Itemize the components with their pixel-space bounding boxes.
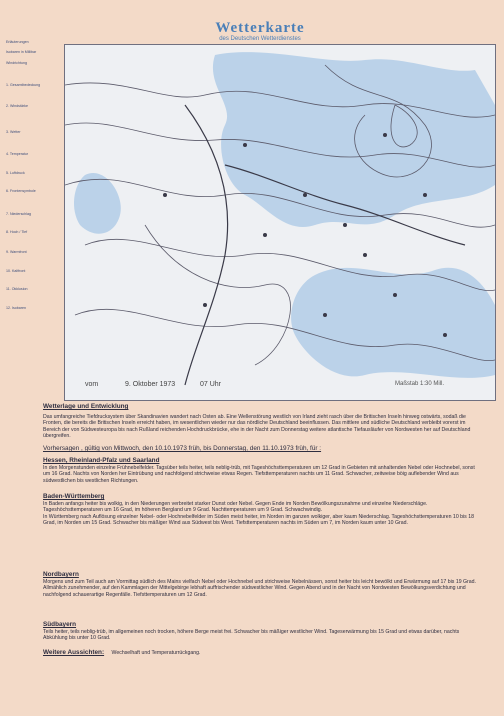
legend-item: 6. Frontensymbole	[6, 189, 36, 194]
section-body: Wechselhaft und Temperaturrückgang.	[111, 650, 201, 656]
map-scale: Maßstab 1:30 Mill.	[395, 381, 445, 387]
legend-item: 10. Kaltfront	[6, 268, 26, 273]
section-body: In Baden anfangs heiter bis wolkig, in den Niederungen verbreitet starker Dunst oder Nebel. Gegen Ende im Norden Bewölkungszunahme und einzelne Niederschläge. Tageshöchsttemperaturen um 16 Grad, im höheren Bergland um 9 Grad. Nachttemperaturen um 9 Grad. Schwachwindig. In Württemberg nach Auflösung einzelner Nebel- oder Hochnebelfelder im Süden meist heiter, im Norden im ganzen wolkiger, aber kaum Niederschlag. Tageshöchsttemperaturen 10 bis 18 Grad, im Norden um 15 Grad. Schwacher bis mäßiger Wind aus Südwest bis West. Tiefsttemperaturen nachts im Süden um 7, im Norden kaum unter 10 Grad.	[43, 500, 474, 526]
legend-item: 5. Luftdruck	[6, 170, 25, 175]
section-heading: Südbayern	[43, 621, 77, 628]
section-heading: Nordbayern	[43, 571, 79, 578]
legend-item: 4. Temperatur	[6, 152, 29, 157]
legend-item: Erläuterungen	[6, 40, 29, 44]
section-body: Teils heiter, teils neblig-trüb, im allgemeinen noch trocken, höhere Berge meist frei. Schwacher bis mäßiger westlicher Wind. Tageserwärmung bis 15 Grad und etwas darüber, nachts Abkühlung bis unter 10 Grad.	[43, 628, 460, 641]
terrain-shading	[74, 52, 495, 378]
section-heading: Baden-Württemberg	[43, 493, 105, 500]
section-heading: Vorhersagen , gültig von Mittwoch, den 10.10.1973 früh, bis Donnerstag, den 11.10.1973 früh, für :	[43, 445, 322, 452]
section-body: In den Morgenstunden einzelne Frühnebelfelder. Tagsüber teils heiter, teils neblig-trüb, mit Tageshöchsttemperaturen um 12 Grad in Gebieten mit anhaltenden Nebel oder Hochnebel, sonst um 16 Grad. Nachts von Norden her Eintrübung und nachfolgend strichweise etwas Regen. Tiefsttemperaturen nachts um 11 Grad. Schwacher, zeitweise böig auflebender Wind aus südwestlichen bis westlichen Richtungen.	[43, 464, 475, 484]
legend-item: 3. Wetter	[6, 130, 21, 135]
weather-map	[64, 44, 496, 401]
weather-map-graphic	[65, 45, 495, 400]
section-heading: Weitere Aussichten:	[43, 649, 105, 656]
map-date-prefix: vom	[85, 381, 99, 388]
legend-item: 7. Niederschlag	[6, 211, 31, 216]
legend-item: 9. Warmfront	[6, 250, 27, 255]
section-aussichten	[43, 650, 483, 657]
page-subtitle: des Deutschen Wetterdienstes	[219, 36, 301, 42]
legend-item: 1. Gesamtbedeckung	[6, 83, 41, 88]
legend-item: Isobaren in Millibar	[6, 50, 37, 55]
section-suedbayern	[43, 622, 483, 642]
legend-item: 11. Okklusion	[6, 287, 28, 292]
section-hessen	[43, 458, 483, 484]
page-title: Wetterkarte	[215, 20, 305, 36]
section-body: Morgens und zum Teil auch am Vormittag südlich des Mains vielfach Nebel oder Hochnebel und strichweise Nebelnässen, sonst heiter bis leicht bewölkt und Erwärmung auf 17 bis 19 Grad. Allmählich zunehmender, auf den Kammlagen der Mittelgebirge lebhaft auffrischender südwestlicher Wind. Gegen Abend und in der Nacht von Nordwesten Bewölkungsverdichtung und nachfolgend schauerartige Regenfälle. Tiefsttemperaturen um 12 Grad.	[43, 578, 476, 598]
legend-item: 2. Windstärke	[6, 103, 28, 108]
legend-item: 12. Isobaren	[6, 305, 26, 310]
section-body: Das umfangreiche Tiefdrucksystem über Skandinavien wandert nach Osten ab. Eine Wellenstörung westlich von Irland zieht rasch über die Britischen Inseln hinweg ostwärts, sodaß die Fronten, die bereits die Britischen Inseln erreicht haben, im wesentlichen wieder nur das nördliche Deutschland beeinflussen. Das mittlere und südliche Deutschland verbleibt vorerst im Bereich der von Südwesteuropa bis nach Rußland reichenden Hochdruckbrücke, ehe in der Nacht zum Donnerstag weitere atlantische Tiefausläufer von Nordwesten her auf Deutschland übergreifen.	[43, 413, 471, 439]
section-bawue	[43, 494, 483, 527]
map-date: 9. Oktober 1973	[125, 381, 176, 388]
section-nordbayern	[43, 572, 483, 598]
legend-item: Windrichtung	[6, 60, 27, 65]
section-lage	[43, 404, 483, 440]
map-legend	[6, 40, 64, 380]
section-vorhersage	[43, 446, 483, 453]
legend-item: 8. Hoch / Tief	[6, 230, 28, 235]
section-heading: Hessen, Rheinland-Pfalz und Saarland	[43, 457, 160, 464]
section-heading: Wetterlage und Entwicklung	[43, 403, 129, 410]
map-time: 07 Uhr	[200, 381, 222, 388]
